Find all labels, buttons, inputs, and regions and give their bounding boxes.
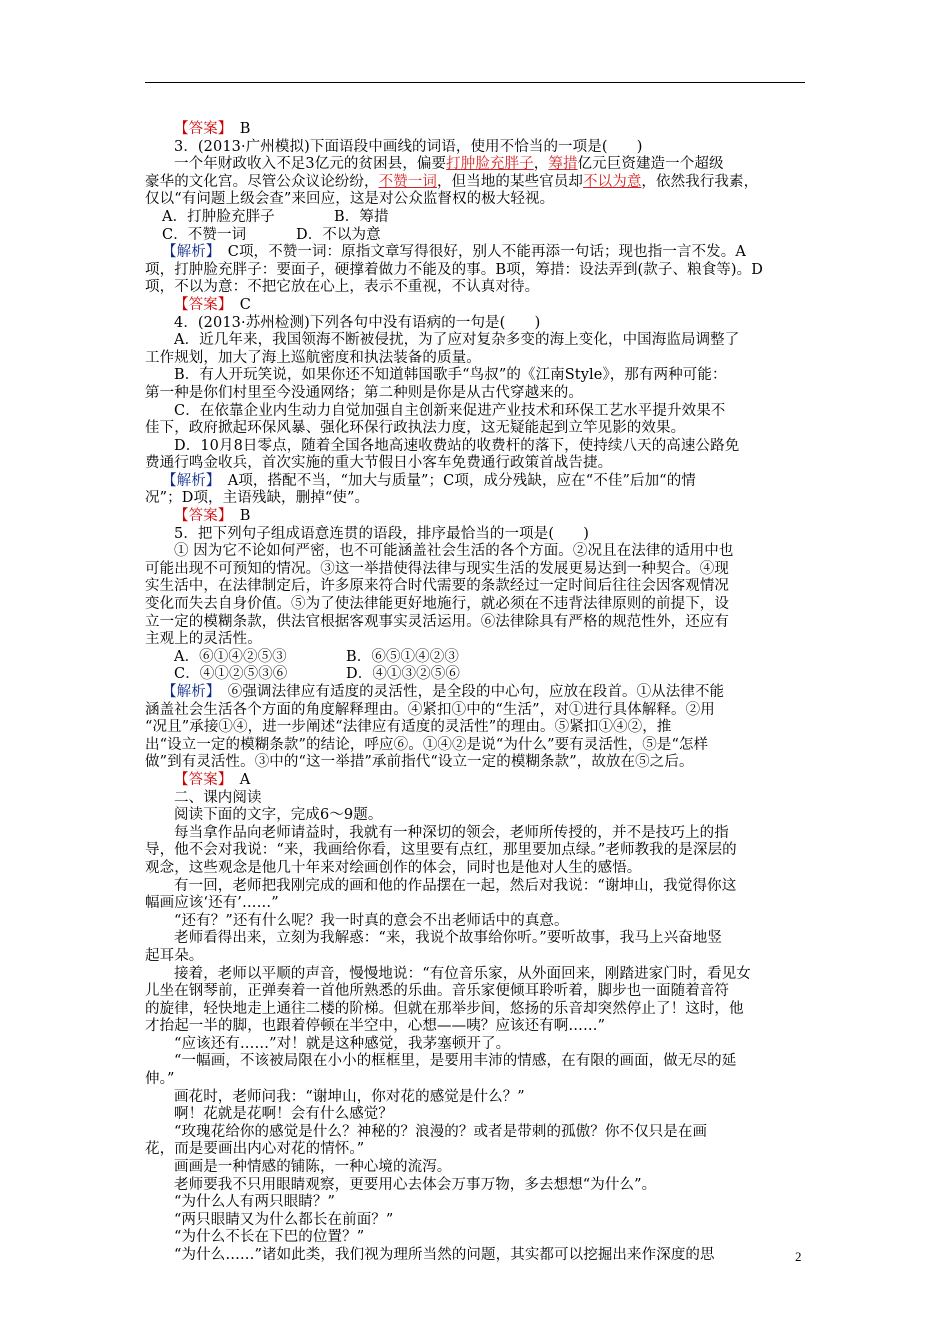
q4-option-a-cont: 工作规划，加大了海上巡航密度和执法装备的质量。 [145,349,481,366]
q3-explain-line: 项，打肿脸充胖子：要面子，硬撑着做力不能及的事。B项，筹措：设法弄到(款子、粮食等)。D [145,261,763,278]
q3-options-row [145,209,809,227]
header-rule [145,82,805,83]
text: ⑥强调法律应有适度的灵活性，是全段的中心句，应放在段首。①从法律不能 [227,684,725,700]
reading-line: 每当拿作品向老师请益时，我就有一种深切的领会，老师所传授的，并不是技巧上的指 [174,824,729,841]
section-heading: 二、课内阅读 [174,789,262,806]
answer-value: A [239,771,251,788]
answer-value: B [239,121,251,137]
option-b: B．筹措 [334,208,389,225]
option-a: A．打肿脸充胖子 [162,208,275,225]
reading-line: “还有？”还有什么呢？我一时真的意会不出老师话中的真意。 [174,912,569,929]
text: C项，不赞一词：原指文章写得很好，别人不能再添一句话；现也指一言不发。A [227,244,746,261]
q5-explain-line: 出“设立一定的模糊条款”的结论，呼应⑥。①④②是说“为什么”要有灵活性，⑤是“怎样 [145,736,709,753]
reading-line: “应该还有……”对！就是这种感觉，我茅塞顿开了。 [174,1035,511,1052]
q4-explain-line: 况”；D项，主语残缺，删掉“使”。 [145,490,370,507]
option-d: D．④①③②⑤⑥ [346,666,460,683]
underlined-word: 打肿脸充胖子 [446,156,534,173]
q4-option-c-cont: 佳下，政府掀起环保风暴、强化环保行政执法力度，这无疑能起到立竿见影的效果。 [145,420,686,437]
reading-line: “玫瑰花给你的感觉是什么？神秘的？浪漫的？或者是带刺的孤傲？你不仅只是在画 [174,1123,708,1140]
underlined-word: 筹措 [548,156,578,173]
text: A项，搭配不当，“加大与质量”；C项，成分残缺，应在“不佳”后加“的情 [227,472,696,489]
reading-line: “为什么人有两只眼睛？” [174,1194,336,1211]
reading-line: “两只眼睛又为什么都长在前面？” [174,1211,394,1228]
q5-sentences: 主观上的灵活性。 [145,631,262,648]
reading-line: 儿坐在钢琴前，正弹奏着一首他所熟悉的乐曲。音乐家便倾耳聆听着，脚步也一面随着音符 [145,983,729,1000]
reading-line: 伸。” [145,1071,175,1088]
q5-sentences: ① 因为它不论如何严密，也不可能涵盖社会生活的各个方面。②况且在法律的适用中也 [174,543,734,560]
underlined-word: 不赞一词 [378,173,438,190]
reading-line: “为什么不长在下巴的位置？” [174,1229,365,1246]
reading-line: 老师要我不只用眼睛观察，更要用心去体会万事万物，多去想想“为什么”。 [174,1176,657,1193]
text: 豪华的文化宫。尽管公众议论纷纷， [145,173,379,190]
q3-passage-line: 仅以“有问题上级会查”来回应，这是对公众监督权的极大轻视。 [145,191,555,208]
q5-sentences: 立一定的模糊条款，供法官根据客观事实灵活运用。⑥法律除具有严格的规范性外，还应有 [145,613,729,630]
q4-option-c: C．在依靠企业内生动力自觉加强自主创新来促进产业技术和环保工艺水平提升效果不 [174,402,726,419]
option-a: A．⑥①④②⑤③ [174,648,287,665]
q5-explain-line: “况且”承接①④，进一步阐述“法律应有适度的灵活性”的理由。⑤紧扣①④②，推 [145,719,672,736]
q3-explain-line [145,244,809,262]
q3-answer-line [145,297,809,315]
text: ，但当地的某些官员却 [437,173,584,190]
explain-tag: 【解析】 [162,684,214,700]
underlined-word: 不以为意 [583,173,642,190]
q5-sentences: 实生活中，在法律制定后，许多原来符合时代需要的条款经过一定时间后往往会因客观情况 [145,578,729,595]
explain-tag: 【解析】 [162,244,214,261]
q4-explain-line [145,473,809,491]
q4-answer-line [145,508,809,526]
q3-passage-line [145,174,809,192]
option-d: D．不以为意 [296,226,381,243]
answer-value: C [239,296,251,313]
answer-tag: 【答案】 [174,121,226,137]
reading-line: 啊！花就是花啊！会有什么感觉？ [174,1106,393,1123]
answer-value: B [239,508,251,525]
reading-intro: 阅读下面的文字，完成6～9题。 [174,807,383,824]
reading-line: 画画是一种情感的铺陈，一种心境的流泻。 [174,1159,452,1176]
explain-tag: 【解析】 [162,472,214,489]
text: 亿元巨资建造一个超级 [577,156,724,173]
q5-explain-line [145,684,809,702]
q4-option-d-cont: 费通行鸣金收兵，首次实施的重大节假日小客车免费通行政策首战告捷。 [145,455,613,472]
option-b: B．⑥⑤①④②③ [346,648,459,665]
reading-line: “一幅画，不该被局限在小小的框框里，是要用丰沛的情感，在有限的画面，做无尽的延 [174,1053,737,1070]
answer-tag: 【答案】 [174,296,226,313]
q5-sentences: 变化而失去自身价值。⑤为了使法律能更好地施行，就必须在不违背法律原则的前提下，设 [145,596,729,613]
reading-line: 起耳朵。 [145,947,204,964]
q2-answer-line [145,121,809,139]
q4-option-b-cont: 第一种是你们村里至今没通网络；第二种则是你是从古代穿越来的。 [145,384,583,401]
q5-options-row [145,649,809,667]
page-content [145,121,809,1265]
text: ，依然我行我素， [641,173,759,190]
reading-line: 才抬起一半的脚，也跟着停顿在半空中，心想——咦？应该还有啊……” [145,1018,606,1035]
q4-stem: 4．(2013·苏州检测)下列各句中没有语病的一句是( ) [174,314,541,331]
option-c: C．④①②⑤③⑥ [174,666,288,683]
q4-option-b: B．有人开玩笑说，如果你还不知道韩国歌手“鸟叔”的《江南Style》，那有两种可能： [174,367,727,384]
q3-stem: 3．(2013·广州模拟)下面语段中画线的词语，使用不恰当的一项是( ) [174,138,643,155]
answer-tag: 【答案】 [174,508,226,525]
reading-line: 的旋律，轻快地走上通往二楼的阶梯。但就在那举步间，悠扬的乐音却突然停止了！这时，他 [145,1000,744,1017]
text: ， [533,156,549,173]
reading-line: 有一回，老师把我刚完成的画和他的作品摆在一起，然后对我说：“谢坤山，我觉得你这 [174,877,737,894]
q5-answer-line [145,772,809,790]
q5-stem: 5．把下列句子组成语意连贯的语段，排序最恰当的一项是( ) [174,525,590,542]
answer-tag: 【答案】 [174,771,226,788]
q3-options-row [145,227,809,245]
reading-line: 画花时，老师问我：“谢坤山，你对花的感觉是什么？” [174,1088,525,1105]
reading-line: 花，而是要画出内心对花的情怀。” [145,1141,365,1158]
text: 一个年财政收入不足3亿元的贫困县，偏要 [174,156,447,173]
reading-line: 幅画应该‘还有’……” [145,895,279,912]
q4-option-d: D．10月8日零点，随着全国各地高速收费站的收费杆的落下，使持续八天的高速公路免 [174,437,740,454]
page-number: 2 [795,1249,802,1264]
reading-line: “为什么……”诸如此类，我们视为理所当然的问题，其实都可以挖掘出来作深度的思 [174,1247,715,1263]
q5-sentences: 可能出现不可预知的情况。③这一举措使得法律与现实生活的发展更易达到一种契合。④现 [145,560,729,577]
reading-line: 观念，这些观念是他几十年来对绘画创作的体会，同时也是他对人生的感悟。 [145,859,642,876]
q5-explain-line: 做”到有灵活性。③中的“这一举措”承前指代“设立一定的模糊条款”，故放在⑤之后。 [145,754,694,771]
q5-explain-line: 涵盖社会生活各个方面的角度解释理由。④紧扣①中的“生活”，对①进行具体解释。②用 [145,701,715,718]
reading-line: 接着，老师以平顺的声音，慢慢地说：“有位音乐家，从外面回来，刚踏进家门时，看见女 [174,965,751,982]
reading-line: 老师看得出来，立刻为我解惑：“来，我说个故事给你听。”要听故事，我马上兴奋地竖 [174,930,722,947]
q4-option-a: A．近几年来，我国领海不断被侵扰，为了应对复杂多变的海上变化，中国海监局调整了 [174,332,740,349]
reading-line: 导，他不会对我说：“来，我画给你看，这里要有点红，那里要加点绿。”老师教我的是深层的 [145,842,737,859]
q3-explain-line: 项，不以为意：不把它放在心上，表示不重视，不认真对待。 [145,279,540,296]
option-c: C．不赞一词 [162,226,247,243]
q5-options-row [145,666,809,684]
q3-passage-line [145,156,809,174]
